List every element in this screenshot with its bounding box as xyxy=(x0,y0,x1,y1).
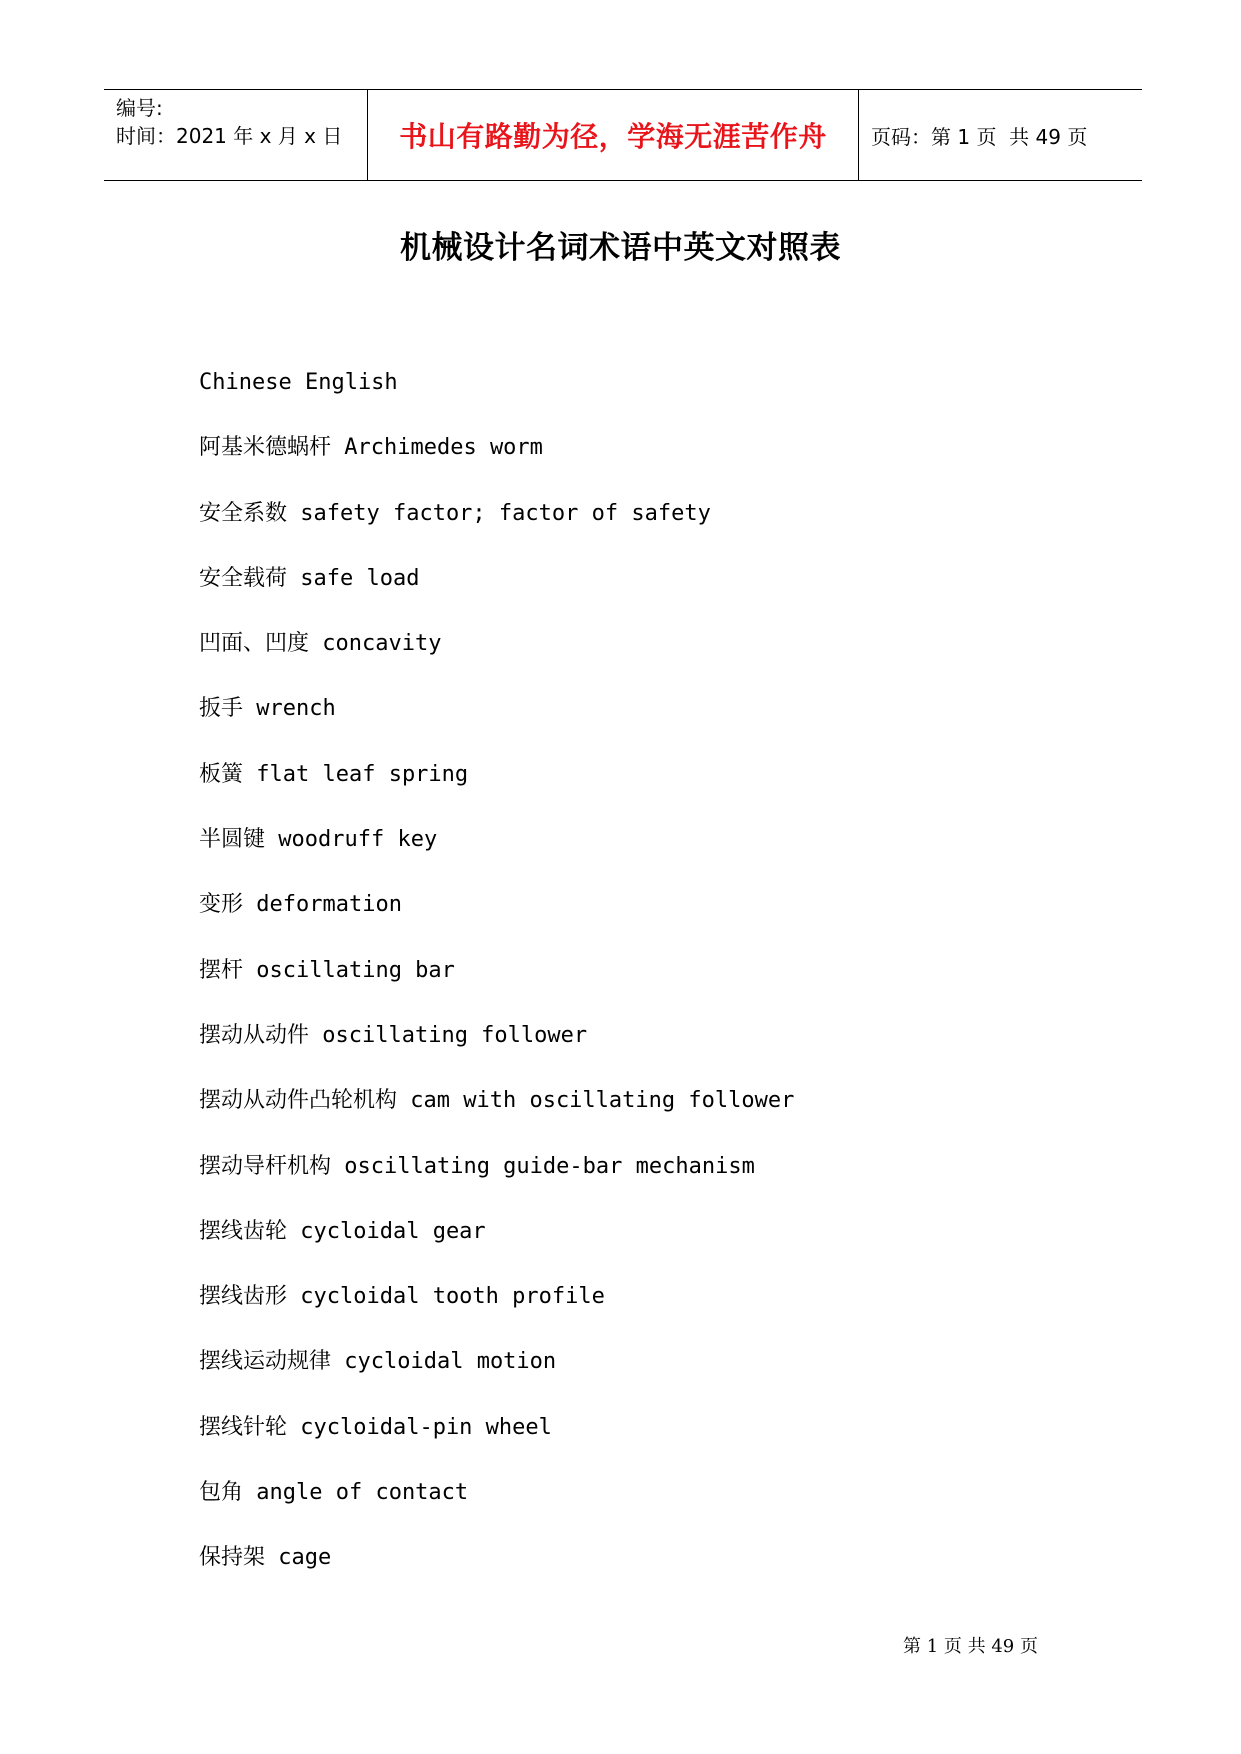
term-row: 包角 angle of contact xyxy=(199,1480,469,1506)
term-row: 摆动从动件凸轮机构 cam with oscillating follower xyxy=(199,1088,795,1114)
term-list xyxy=(199,363,794,1604)
term-row: 摆线针轮 cycloidal-pin wheel xyxy=(199,1414,552,1440)
header-meta-cell xyxy=(104,90,368,180)
term-row: 阿基米德蜗杆 Archimedes worm xyxy=(199,435,543,461)
term-row: 摆线齿形 cycloidal tooth profile xyxy=(199,1284,605,1310)
term-row: 摆杆 oscillating bar xyxy=(199,957,455,983)
page-footer: 第 1 页 共 49 页 xyxy=(903,1636,1038,1657)
page-title: 机械设计名词术语中英文对照表 xyxy=(400,230,841,266)
header-table xyxy=(104,89,1142,181)
term-row: 扳手 wrench xyxy=(199,696,336,722)
term-row: 变形 deformation xyxy=(199,892,402,918)
motto-text: 书山有路勤为径，学海无涯苦作舟 xyxy=(399,120,827,153)
term-row: 摆线齿轮 cycloidal gear xyxy=(199,1218,486,1244)
term-row: 摆动从动件 oscillating follower xyxy=(199,1022,588,1048)
term-row: 凹面、凹度 concavity xyxy=(199,631,442,657)
term-row: 保持架 cage xyxy=(199,1545,332,1571)
term-row: 摆线运动规律 cycloidal motion xyxy=(199,1349,557,1375)
term-row: 安全系数 safety factor; factor of safety xyxy=(199,500,711,526)
serial-number-label: 编号: xyxy=(116,96,163,120)
term-row: 半圆键 woodruff key xyxy=(199,827,438,853)
header-motto-cell xyxy=(368,90,859,180)
term-row: 摆动导杆机构 oscillating guide-bar mechanism xyxy=(199,1153,755,1179)
date-label: 时间：2021 年 x 月 x 日 xyxy=(116,124,343,148)
term-header-row: Chinese English xyxy=(199,370,398,395)
term-row: 板簧 flat leaf spring xyxy=(199,761,469,787)
header-page-cell xyxy=(859,90,1142,180)
term-row: 安全载荷 safe load xyxy=(199,565,420,591)
page-info: 页码：第 1 页 共 49 页 xyxy=(871,124,1088,149)
